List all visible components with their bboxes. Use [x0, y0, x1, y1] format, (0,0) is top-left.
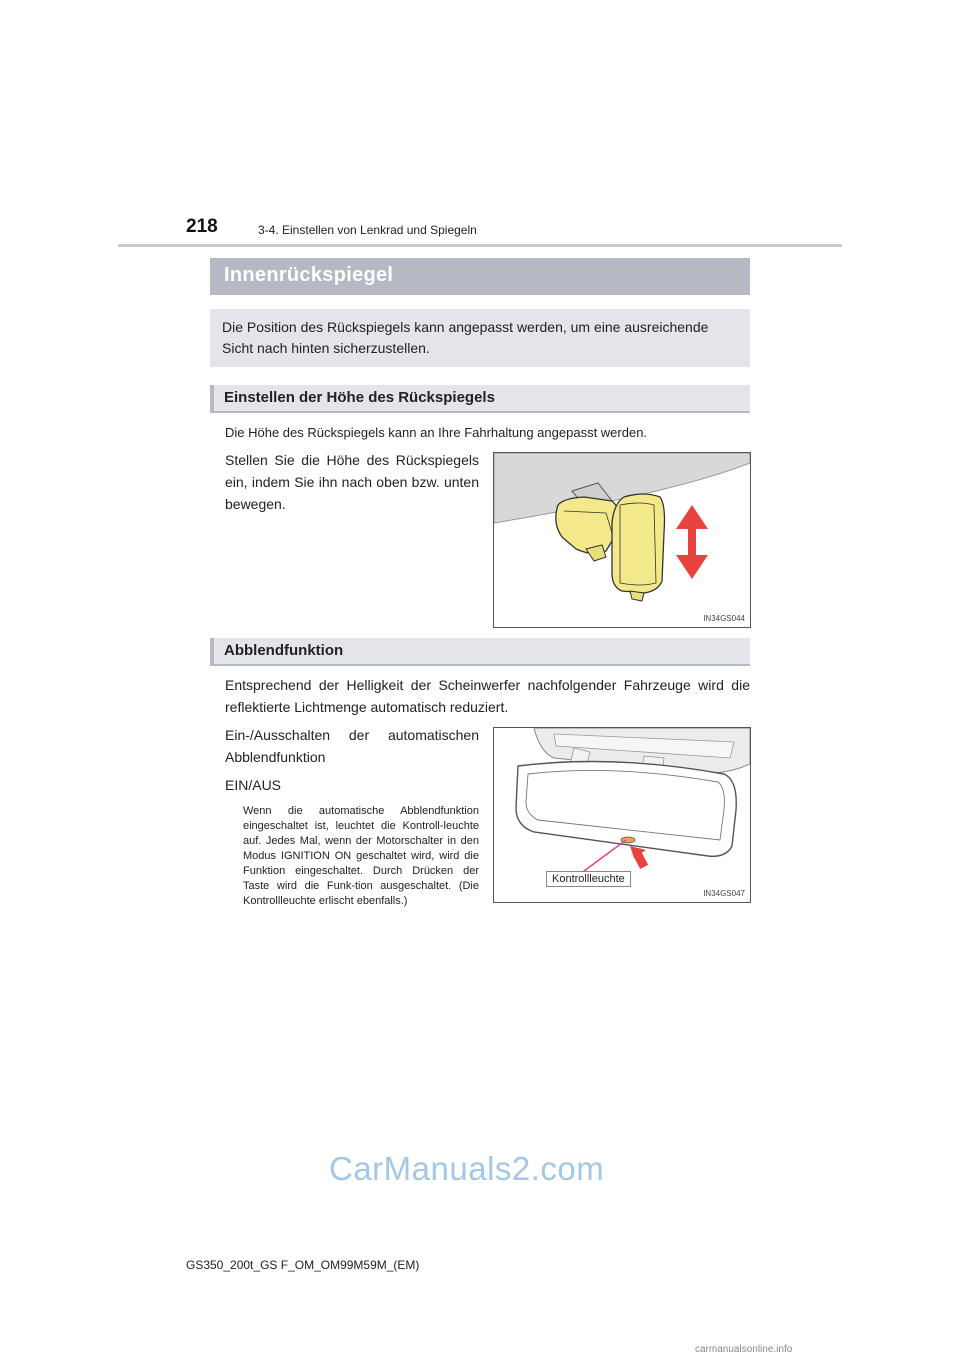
- dimming-note: Wenn die automatische Abblendfunktion eingeschaltet ist, leuchtet die Kontroll-leuchte auf. Jedes Mal, wenn der Motorschalter in den Modus IGNITION ON geschaltet wird, wird die Funktion eingeschaltet. Durch Drücken der Taste wird die Funk-tion ausgeschaltet. (Die Kontrollleuchte erlischt ebenfalls.): [243, 805, 479, 907]
- height-adjust-heading-text: Einstellen der Höhe des Rückspiegels: [224, 389, 495, 406]
- figure-code: IN34GS047: [703, 889, 745, 898]
- header-rule: [118, 244, 842, 247]
- bottom-logo: carmanualsonline.info: [695, 1344, 793, 1355]
- dimming-para1: Entsprechend der Helligkeit der Scheinwerfer nachfolgender Fahrzeuge wird die reflektierte Lichtmenge automatisch reduziert.: [225, 677, 750, 715]
- red-arrow-icon: [630, 846, 648, 869]
- dimming-para2: Ein-/Ausschalten der automatischen Abblendfunktion: [225, 727, 479, 765]
- figure-code: IN34GS044: [703, 614, 745, 623]
- section-title: Innenrückspiegel: [224, 264, 394, 286]
- mirror-height-illustration: [494, 453, 750, 627]
- height-adjust-para1: Die Höhe des Rückspiegels kann an Ihre Fahrhaltung angepasst werden.: [225, 425, 648, 440]
- footer-code: GS350_200t_GS F_OM_OM99M59M_(EM): [186, 1258, 420, 1272]
- mirror-height-figure: [493, 452, 751, 628]
- dimming-heading: [210, 638, 750, 666]
- chapter-title: 3-4. Einstellen von Lenkrad und Spiegeln: [258, 223, 477, 237]
- dimming-para3: EIN/AUS: [225, 777, 282, 793]
- height-adjust-para2: Stellen Sie die Höhe des Rückspiegels ein, indem Sie ihn nach oben bzw. unten bewegen.: [225, 452, 479, 512]
- intro-text: Die Position des Rückspiegels kann angepasst werden, um eine ausreichende Sicht nach hinten sicherzustellen.: [222, 319, 709, 356]
- indicator-label: Kontrollleuchte: [546, 871, 631, 887]
- page-number: 218: [186, 216, 218, 237]
- intro-box: [210, 309, 750, 367]
- dimming-heading-text: Abblendfunktion: [224, 642, 344, 659]
- height-adjust-heading: [210, 385, 750, 413]
- red-arrow-icon: [676, 505, 708, 579]
- section-title-bar: [210, 258, 750, 295]
- watermark: CarManuals2.com: [329, 1150, 605, 1187]
- leader-line: [580, 840, 626, 874]
- mirror-dimming-figure: [493, 727, 751, 903]
